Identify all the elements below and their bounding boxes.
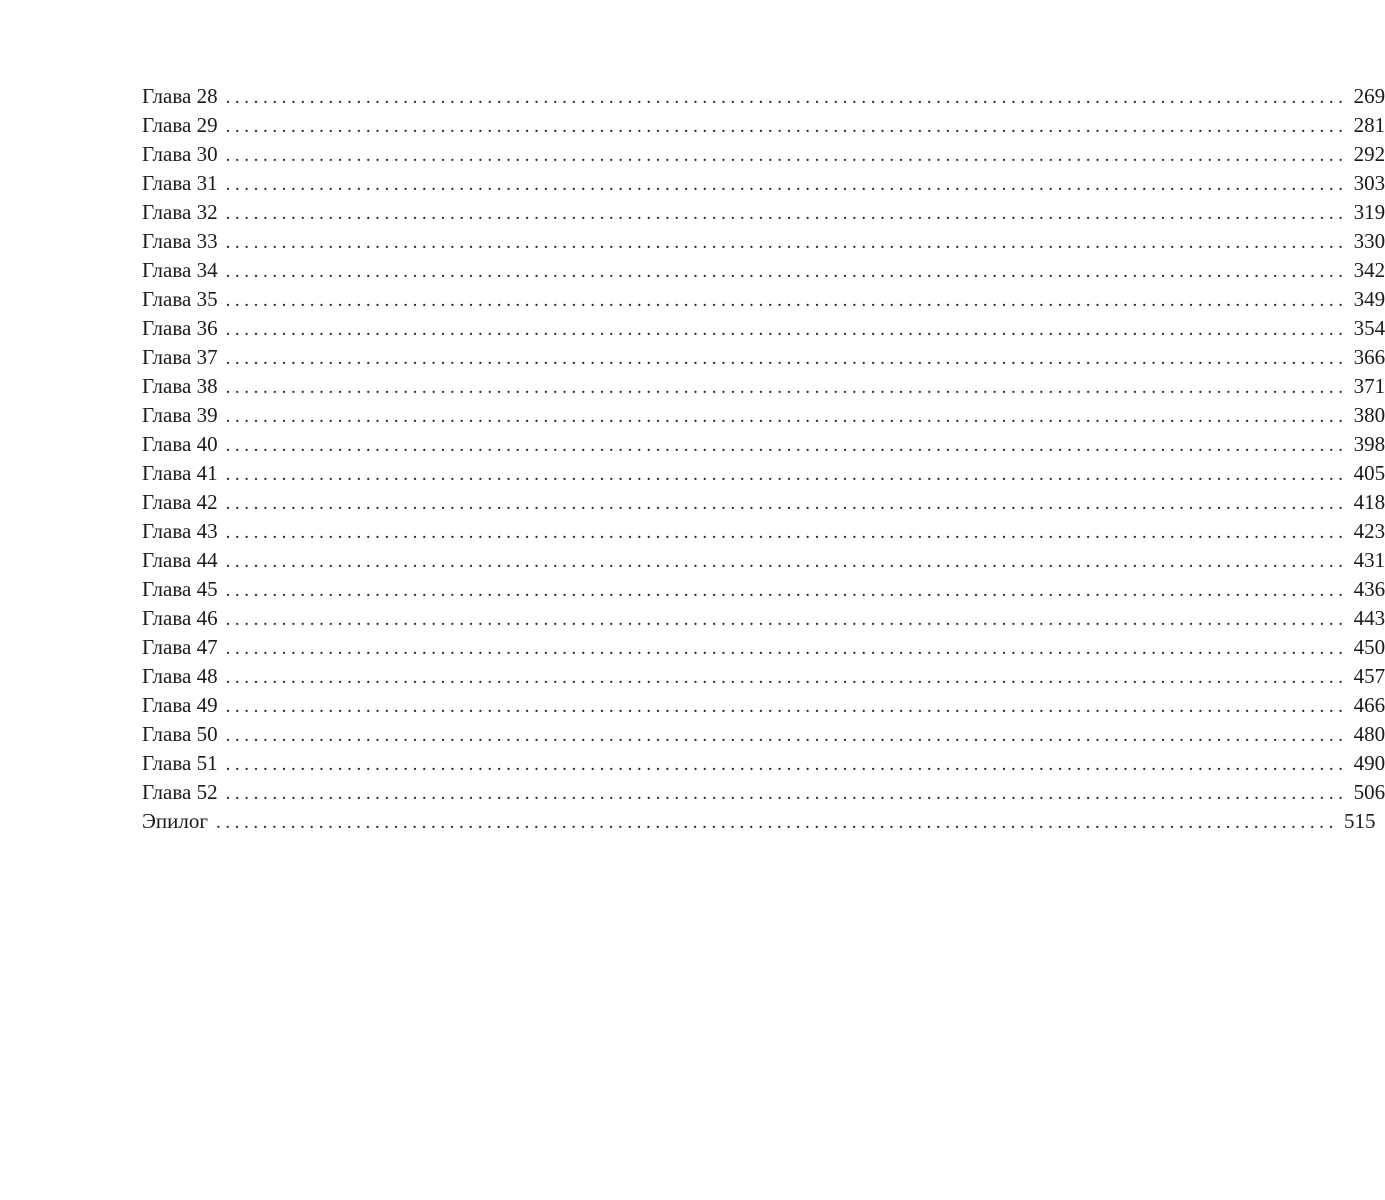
toc-entry-6[interactable] (142, 227, 1385, 256)
toc-entry-9[interactable] (142, 314, 1385, 343)
dot-leader: ........................................................................................................................ (225, 783, 1348, 804)
toc-entry-title: Глава 42 (142, 490, 218, 514)
toc-entry-25[interactable] (142, 778, 1385, 807)
toc-entry-10[interactable] (142, 343, 1385, 372)
toc-entry-page: 349 (1353, 287, 1385, 311)
toc-entry-page: 398 (1353, 432, 1385, 456)
dot-leader: ........................................................................................................................ (225, 319, 1348, 340)
toc-entry-title: Глава 32 (142, 200, 218, 224)
toc-entry-11[interactable] (142, 372, 1385, 401)
toc-entry-page: 303 (1353, 171, 1385, 195)
toc-entry-title: Глава 39 (142, 403, 218, 427)
dot-leader: ........................................................................................................................ (225, 435, 1348, 456)
toc-entry-title: Глава 38 (142, 374, 218, 398)
toc-entry-16[interactable] (142, 517, 1385, 546)
toc-entry-title: Глава 47 (142, 635, 218, 659)
toc-entry-page: 423 (1353, 519, 1385, 543)
table-of-contents (142, 82, 1385, 836)
toc-entry-page: 342 (1353, 258, 1385, 282)
toc-entry-title: Глава 45 (142, 577, 218, 601)
toc-entry-title: Глава 49 (142, 693, 218, 717)
toc-entry-page: 506 (1353, 780, 1385, 804)
toc-entry-5[interactable] (142, 198, 1385, 227)
dot-leader: ........................................................................................................................ (225, 348, 1348, 369)
toc-entry-page: 292 (1353, 142, 1385, 166)
toc-entry-title: Глава 41 (142, 461, 218, 485)
dot-leader: ........................................................................................................................ (225, 580, 1348, 601)
toc-entry-title: Эпилог (142, 809, 208, 833)
toc-entry-14[interactable] (142, 459, 1385, 488)
toc-entry-19[interactable] (142, 604, 1385, 633)
toc-entry-2[interactable] (142, 111, 1385, 140)
toc-entry-title: Глава 30 (142, 142, 218, 166)
dot-leader: ........................................................................................................................ (225, 377, 1348, 398)
toc-entry-21[interactable] (142, 662, 1385, 691)
toc-entry-7[interactable] (142, 256, 1385, 285)
dot-leader: ........................................................................................................................ (225, 464, 1348, 485)
dot-leader: ........................................................................................................................ (225, 493, 1348, 514)
toc-entry-26[interactable] (142, 807, 1376, 836)
dot-leader: ........................................................................................................................ (225, 638, 1348, 659)
dot-leader: ........................................................................................................................ (225, 551, 1348, 572)
toc-entry-title: Глава 51 (142, 751, 218, 775)
toc-entry-22[interactable] (142, 691, 1385, 720)
toc-entry-3[interactable] (142, 140, 1385, 169)
toc-entry-title: Глава 28 (142, 84, 218, 108)
toc-entry-title: Глава 43 (142, 519, 218, 543)
toc-entry-12[interactable] (142, 401, 1385, 430)
toc-entry-page: 354 (1353, 316, 1385, 340)
toc-entry-page: 480 (1353, 722, 1385, 746)
toc-entry-page: 436 (1353, 577, 1385, 601)
toc-entry-title: Глава 48 (142, 664, 218, 688)
toc-entry-title: Глава 33 (142, 229, 218, 253)
toc-entry-1[interactable] (142, 82, 1385, 111)
toc-entry-title: Глава 37 (142, 345, 218, 369)
dot-leader: ........................................................................................................................ (225, 609, 1348, 630)
toc-entry-17[interactable] (142, 546, 1385, 575)
toc-entry-page: 281 (1353, 113, 1385, 137)
toc-entry-20[interactable] (142, 633, 1385, 662)
toc-entry-page: 366 (1353, 345, 1385, 369)
toc-entry-title: Глава 29 (142, 113, 218, 137)
dot-leader: ........................................................................................................................ (225, 406, 1348, 427)
toc-entry-page: 330 (1353, 229, 1385, 253)
toc-entry-24[interactable] (142, 749, 1385, 778)
toc-entry-8[interactable] (142, 285, 1385, 314)
toc-entry-page: 380 (1353, 403, 1385, 427)
toc-entry-23[interactable] (142, 720, 1385, 749)
toc-entry-page: 490 (1353, 751, 1385, 775)
toc-entry-title: Глава 34 (142, 258, 218, 282)
dot-leader: ........................................................................................................................ (225, 522, 1348, 543)
dot-leader: ........................................................................................................................ (225, 87, 1348, 108)
dot-leader: ........................................................................................................................ (225, 116, 1348, 137)
dot-leader: ........................................................................................................................ (225, 667, 1348, 688)
toc-entry-title: Глава 50 (142, 722, 218, 746)
dot-leader: ........................................................................................................................ (225, 754, 1348, 775)
dot-leader: ........................................................................................................................ (225, 261, 1348, 282)
toc-entry-page: 371 (1353, 374, 1385, 398)
dot-leader: ........................................................................................................................ (225, 725, 1348, 746)
toc-entry-title: Глава 44 (142, 548, 218, 572)
dot-leader: ........................................................................................................................ (215, 812, 1338, 833)
dot-leader: ........................................................................................................................ (225, 232, 1348, 253)
dot-leader: ........................................................................................................................ (225, 696, 1348, 717)
toc-entry-page: 431 (1353, 548, 1385, 572)
toc-entry-title: Глава 36 (142, 316, 218, 340)
toc-entry-page: 450 (1353, 635, 1385, 659)
toc-entry-13[interactable] (142, 430, 1385, 459)
toc-entry-title: Глава 31 (142, 171, 218, 195)
toc-entry-title: Глава 46 (142, 606, 218, 630)
toc-entry-page: 269 (1353, 84, 1385, 108)
dot-leader: ........................................................................................................................ (225, 290, 1348, 311)
toc-entry-page: 466 (1353, 693, 1385, 717)
dot-leader: ........................................................................................................................ (225, 145, 1348, 166)
dot-leader: ........................................................................................................................ (225, 174, 1348, 195)
toc-entry-title: Глава 52 (142, 780, 218, 804)
toc-entry-15[interactable] (142, 488, 1385, 517)
toc-entry-page: 457 (1353, 664, 1385, 688)
toc-entry-18[interactable] (142, 575, 1385, 604)
toc-entry-page: 319 (1353, 200, 1385, 224)
toc-entry-4[interactable] (142, 169, 1385, 198)
toc-entry-title: Глава 35 (142, 287, 218, 311)
toc-entry-page: 418 (1353, 490, 1385, 514)
toc-entry-page: 405 (1353, 461, 1385, 485)
toc-entry-page: 443 (1353, 606, 1385, 630)
dot-leader: ........................................................................................................................ (225, 203, 1348, 224)
toc-entry-title: Глава 40 (142, 432, 218, 456)
toc-entry-page: 515 (1343, 809, 1376, 833)
